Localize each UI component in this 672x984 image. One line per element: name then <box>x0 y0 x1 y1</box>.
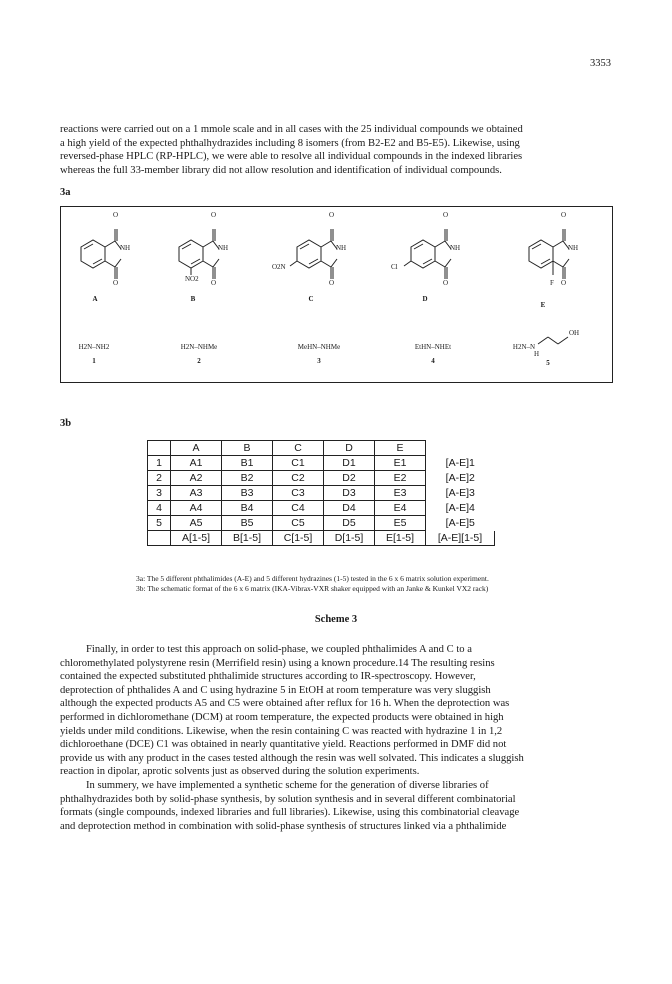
pool-cell: A[1-5] <box>171 531 222 546</box>
table-row <box>148 486 495 501</box>
table-cell: B5 <box>222 516 273 531</box>
oxygen-label: O <box>329 279 335 287</box>
pool-cell: [A-E][1-5] <box>426 531 495 546</box>
structure-d <box>404 229 451 279</box>
text-line: a high yield of the expected phthalhydrazides including 8 isomers (from B2-E2 and B5-E5). Likewise, using <box>60 137 520 149</box>
oxygen-label: O <box>561 279 567 287</box>
table-cell: C1 <box>273 456 324 471</box>
table-cell <box>148 531 171 546</box>
hydroxyl-label: OH <box>569 329 580 337</box>
phthalimide-letter-a: A <box>92 295 98 303</box>
hydrazine-formula-5: H2N–N <box>512 343 536 351</box>
hydrazine-formula-4: EtHN–NHEt <box>414 343 452 351</box>
text-line: and deprotection method in combination with solid-phase synthesis of structures linked via a phthalimide <box>60 820 507 832</box>
hydrazine-number-5: 5 <box>546 359 550 367</box>
pool-cell: C[1-5] <box>273 531 324 546</box>
phthalimide-structures <box>61 207 612 382</box>
phthalimide-letter-b: B <box>190 295 196 303</box>
table-cell: D3 <box>324 486 375 501</box>
phthalimide-letter-d: D <box>422 295 428 303</box>
table-cell: D4 <box>324 501 375 516</box>
table-cell: C5 <box>273 516 324 531</box>
substituent-b: NO2 <box>185 275 199 283</box>
table-cell: D2 <box>324 471 375 486</box>
text-line: chloromethylated polystyrene resin (Merrifield resin) using a known procedure.14 The resulting resins <box>60 657 495 669</box>
text-line: formats (single compounds, indexed libraries and full libraries). Likewise, using this combinatorial cleavage <box>60 807 520 819</box>
text-line: contained the expected substituted phthalimide structures according to IR-spectroscopy. However, <box>60 671 476 683</box>
table-row <box>148 516 495 531</box>
table-header-cell: D <box>324 441 375 456</box>
table-cell: E5 <box>375 516 426 531</box>
text-line: Finally, in order to test this approach on solid-phase, we coupled phthalimides A and C to a <box>86 644 472 655</box>
scheme-3a-box <box>60 206 613 383</box>
hydrazine-number-1: 1 <box>92 357 96 365</box>
body-paragraph-1 <box>60 643 615 779</box>
phthalimide-letter-e: E <box>540 301 546 309</box>
table-cell: D1 <box>324 456 375 471</box>
figure-label-3b: 3b <box>60 418 72 429</box>
pool-cell: [A-E]5 <box>426 516 495 531</box>
table-cell: A5 <box>171 516 222 531</box>
text-line: performed in dichloromethane (DCM) at room temperature, the expected products were obtained in high <box>60 711 504 723</box>
pool-cell: [A-E]1 <box>426 456 495 471</box>
phthalimide-letter-c: C <box>308 295 314 303</box>
hydrazine-number-2: 2 <box>197 357 201 365</box>
text-line: reactions were carried out on a 1 mmole scale and in all cases with the 25 individual compounds we obtained <box>60 124 523 135</box>
table-header-cell: B <box>222 441 273 456</box>
substituent-c: O2N <box>272 263 286 271</box>
hydrazine-number-4: 4 <box>431 357 435 365</box>
pool-cell: [A-E]4 <box>426 501 495 516</box>
hydrazine-formula-1: H2N–NH2 <box>78 343 110 351</box>
text-line: phthalhydrazides both by solid-phase synthesis, by solution synthesis and in several different combinatorial <box>60 793 516 805</box>
hydrazine-formula-3: MeHN–NHMe <box>297 343 341 351</box>
table-cell <box>426 441 495 456</box>
table-row <box>148 501 495 516</box>
caption-3a: 3a: The 5 different phthalimides (A-E) and 5 different hydrazines (1-5) tested in the 6 x 6 matrix solution experiment. <box>136 574 489 583</box>
matrix-table <box>147 440 495 546</box>
oxygen-label: O <box>113 279 119 287</box>
table-cell: A3 <box>171 486 222 501</box>
structure-hydrazine-5 <box>538 337 568 344</box>
hydrazine-number-3: 3 <box>317 357 321 365</box>
structure-c <box>290 229 337 279</box>
structure-b <box>179 229 219 279</box>
nh-hydrogen-label: H <box>534 350 540 358</box>
structure-e <box>529 229 569 279</box>
text-line: reversed-phase HPLC (RP-HPLC), we were able to resolve all individual compounds in the indexed libraries <box>60 151 523 163</box>
body-paragraph-2 <box>60 779 615 833</box>
pool-cell: E[1-5] <box>375 531 426 546</box>
table-row <box>148 471 495 486</box>
table-cell: B4 <box>222 501 273 516</box>
scheme-title: Scheme 3 <box>314 614 358 625</box>
substituent-d: Cl <box>391 263 398 271</box>
text-line: although the expected products A5 and C5 were obtained after reflux for 16 h. When the deprotection was <box>60 698 510 710</box>
row-index: 5 <box>148 516 171 531</box>
table-cell <box>148 441 171 456</box>
nh-label: NH <box>120 244 131 252</box>
oxygen-label: O <box>211 279 217 287</box>
oxygen-label: O <box>443 211 449 219</box>
table-cell: E1 <box>375 456 426 471</box>
table-cell: B3 <box>222 486 273 501</box>
table-cell: A4 <box>171 501 222 516</box>
table-cell: E3 <box>375 486 426 501</box>
table-header-cell: C <box>273 441 324 456</box>
table-cell: B2 <box>222 471 273 486</box>
table-cell: D5 <box>324 516 375 531</box>
nh-label: NH <box>568 244 579 252</box>
oxygen-label: O <box>561 211 567 219</box>
text-line: yields under mild conditions. Likewise, when the resin containing C was reacted with hydrazine 1 in 1,2 <box>60 725 503 737</box>
oxygen-label: O <box>211 211 217 219</box>
intro-paragraph <box>60 123 615 177</box>
hydrazine-formula-2: H2N–NHMe <box>180 343 218 351</box>
table-cell: B1 <box>222 456 273 471</box>
text-line: whereas the full 33-member library did not allow resolution and identification of individual compounds. <box>60 164 502 176</box>
structure-a <box>81 229 121 279</box>
table-header-cell: A <box>171 441 222 456</box>
pool-cell: [A-E]3 <box>426 486 495 501</box>
pool-cell: B[1-5] <box>222 531 273 546</box>
oxygen-label: O <box>443 279 449 287</box>
text-line: provide us with any product in the cases tested although the resin was well solvated. This indicates a sluggish <box>60 752 524 764</box>
caption-3b: 3b: The schematic format of the 6 x 6 matrix (IKA-Vibrax-VXR shaker equipped with an Janke & Kunkel VX2 rack) <box>136 584 489 593</box>
table-footer-row <box>148 531 495 546</box>
pool-cell: D[1-5] <box>324 531 375 546</box>
row-index: 4 <box>148 501 171 516</box>
table-header-row <box>148 441 495 456</box>
text-line: dichloroethane (DCE) C1 was obtained in nearly quantitative yield. Reactions performed in DMF did not <box>60 739 507 751</box>
page-number: 3353 <box>590 58 611 69</box>
table-cell: E2 <box>375 471 426 486</box>
figure-label-3a: 3a <box>60 187 71 198</box>
oxygen-label: O <box>329 211 335 219</box>
table-cell: A1 <box>171 456 222 471</box>
oxygen-label: O <box>113 211 119 219</box>
row-index: 3 <box>148 486 171 501</box>
table-cell: C3 <box>273 486 324 501</box>
table-cell: C2 <box>273 471 324 486</box>
row-index: 2 <box>148 471 171 486</box>
text-line: In summery, we have implemented a synthetic scheme for the generation of diverse libraries of <box>86 780 489 791</box>
nh-label: NH <box>450 244 461 252</box>
text-line: deprotection of phthalides A and C using hydrazine 5 in EtOH at room temperature was very sluggish <box>60 684 491 696</box>
table-cell: C4 <box>273 501 324 516</box>
text-line: reaction in dipolar, aprotic solvents just as observed during the solution experiments. <box>60 766 420 778</box>
table-cell: E4 <box>375 501 426 516</box>
table-header-cell: E <box>375 441 426 456</box>
pool-cell: [A-E]2 <box>426 471 495 486</box>
row-index: 1 <box>148 456 171 471</box>
substituent-e: F <box>550 279 554 287</box>
table-cell: A2 <box>171 471 222 486</box>
table-row <box>148 456 495 471</box>
nh-label: NH <box>336 244 347 252</box>
nh-label: NH <box>218 244 229 252</box>
